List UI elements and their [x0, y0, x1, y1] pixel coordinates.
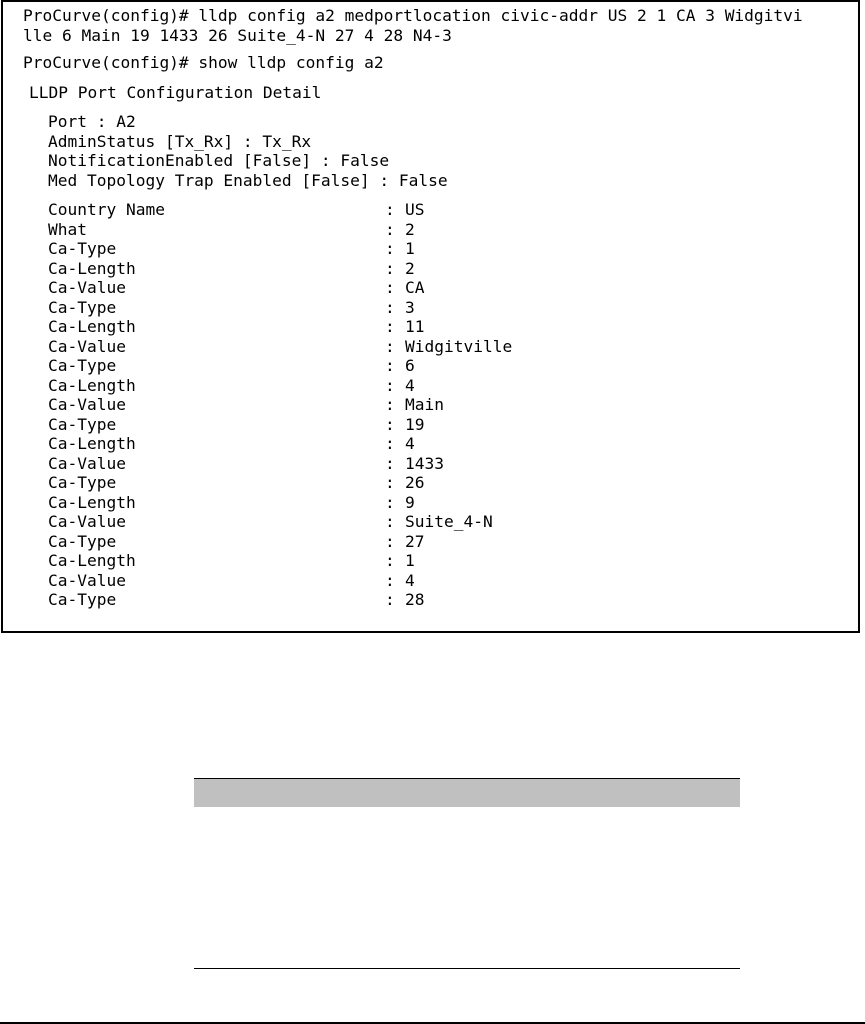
- config-row-separator: :: [385, 258, 395, 278]
- config-row: [23, 590, 854, 610]
- config-row-key: Ca-Length: [48, 258, 136, 278]
- config-row-separator: :: [385, 473, 395, 492]
- config-row-value: 11: [405, 317, 425, 336]
- config-row-key: Ca-Type: [48, 531, 117, 551]
- table-bottom-rule: [194, 968, 740, 969]
- notification-line: NotificationEnabled [False] : False: [48, 151, 390, 170]
- config-row-separator: :: [385, 395, 395, 414]
- cli-terminal-window: [1, 0, 860, 633]
- config-row-separator: :: [385, 512, 395, 531]
- port-line: Port : A2: [48, 112, 136, 131]
- config-row-separator: :: [385, 278, 395, 297]
- config-row-key: Ca-Value: [48, 570, 126, 590]
- config-row-key: Ca-Length: [48, 317, 136, 336]
- config-row-value: 4: [405, 375, 415, 395]
- config-row-key: Ca-Type: [48, 239, 117, 258]
- config-row-key: Ca-Value: [48, 395, 126, 414]
- config-row: [23, 415, 854, 435]
- config-row-separator: :: [385, 336, 395, 356]
- config-row-value: Widgitville: [405, 336, 513, 356]
- config-row: [23, 454, 854, 474]
- config-row-separator: :: [385, 219, 395, 239]
- config-row: [23, 259, 854, 279]
- config-row-value: 27: [405, 531, 425, 551]
- config-row: [23, 317, 854, 337]
- config-row: [23, 200, 854, 220]
- config-row-value: 28: [405, 590, 425, 609]
- config-row-key: Ca-Value: [48, 453, 126, 473]
- config-row: [23, 571, 854, 591]
- config-row: [23, 356, 854, 376]
- config-row-separator: :: [385, 531, 395, 551]
- config-row-value: 19: [405, 414, 425, 434]
- command-line-2: lle 6 Main 19 1433 26 Suite_4-N 27 4 28 N4-3: [23, 25, 452, 45]
- config-row-value: Main: [405, 395, 444, 414]
- config-row-separator: :: [385, 492, 395, 512]
- config-row-key: Ca-Type: [48, 473, 117, 492]
- config-row-separator: :: [385, 434, 395, 453]
- config-row-value: 2: [405, 219, 415, 239]
- config-row-value: CA: [405, 278, 425, 297]
- config-row-value: US: [405, 200, 425, 219]
- config-row-value: 4: [405, 434, 415, 453]
- config-row-separator: :: [385, 239, 395, 258]
- table-header-bar: [194, 778, 740, 807]
- config-row-key: Ca-Value: [48, 278, 126, 297]
- admin-status-line: AdminStatus [Tx_Rx] : Tx_Rx: [48, 131, 312, 151]
- config-row-value: 6: [405, 356, 415, 375]
- terminal-output: [23, 6, 854, 610]
- config-row-separator: :: [385, 317, 395, 336]
- config-row-separator: :: [385, 570, 395, 590]
- config-row-separator: :: [385, 356, 395, 375]
- config-row-separator: :: [385, 590, 395, 609]
- config-row: [23, 376, 854, 396]
- section-title: LLDP Port Configuration Detail: [29, 82, 322, 102]
- config-row-value: Suite_4-N: [405, 512, 493, 531]
- config-row: [23, 493, 854, 513]
- config-row-separator: :: [385, 414, 395, 434]
- config-row-key: Ca-Length: [48, 434, 136, 453]
- config-row-key: Ca-Length: [48, 375, 136, 395]
- config-row-value: 1: [405, 239, 415, 258]
- config-row: [23, 532, 854, 552]
- config-row-key: What: [48, 219, 87, 239]
- config-row-key: Ca-Type: [48, 414, 117, 434]
- config-row: [23, 434, 854, 454]
- config-row-key: Ca-Length: [48, 492, 136, 512]
- config-row-key: Ca-Type: [48, 356, 117, 375]
- config-row-separator: :: [385, 453, 395, 473]
- config-row: [23, 512, 854, 532]
- config-row: [23, 395, 854, 415]
- config-row-key: Ca-Type: [48, 590, 117, 609]
- command-line-1: ProCurve(config)# lldp config a2 medportlocation civic-addr US 2 1 CA 3 Widgitvi: [23, 6, 803, 25]
- config-row-value: 3: [405, 297, 415, 317]
- config-row-value: 1433: [405, 453, 444, 473]
- config-row: [23, 298, 854, 318]
- show-command-line: ProCurve(config)# show lldp config a2: [23, 53, 384, 72]
- config-row: [23, 551, 854, 571]
- config-row: [23, 220, 854, 240]
- config-row-value: 26: [405, 473, 425, 492]
- config-row: [23, 473, 854, 493]
- config-row-key: Ca-Type: [48, 297, 117, 317]
- config-row: [23, 337, 854, 357]
- config-row-separator: :: [385, 200, 395, 219]
- config-row-separator: :: [385, 375, 395, 395]
- config-row: [23, 239, 854, 259]
- config-row-value: 1: [405, 551, 415, 570]
- config-row-key: Ca-Value: [48, 336, 126, 356]
- config-row-value: 9: [405, 492, 415, 512]
- civic-address-rows: [23, 200, 854, 610]
- config-row-key: Ca-Length: [48, 551, 136, 570]
- config-row-separator: :: [385, 297, 395, 317]
- config-row-value: 4: [405, 570, 415, 590]
- config-row-value: 2: [405, 258, 415, 278]
- topology-trap-line: Med Topology Trap Enabled [False] : False: [48, 170, 448, 190]
- config-row: [23, 278, 854, 298]
- config-row-separator: :: [385, 551, 395, 570]
- config-row-key: Country Name: [48, 200, 165, 219]
- config-row-key: Ca-Value: [48, 512, 126, 531]
